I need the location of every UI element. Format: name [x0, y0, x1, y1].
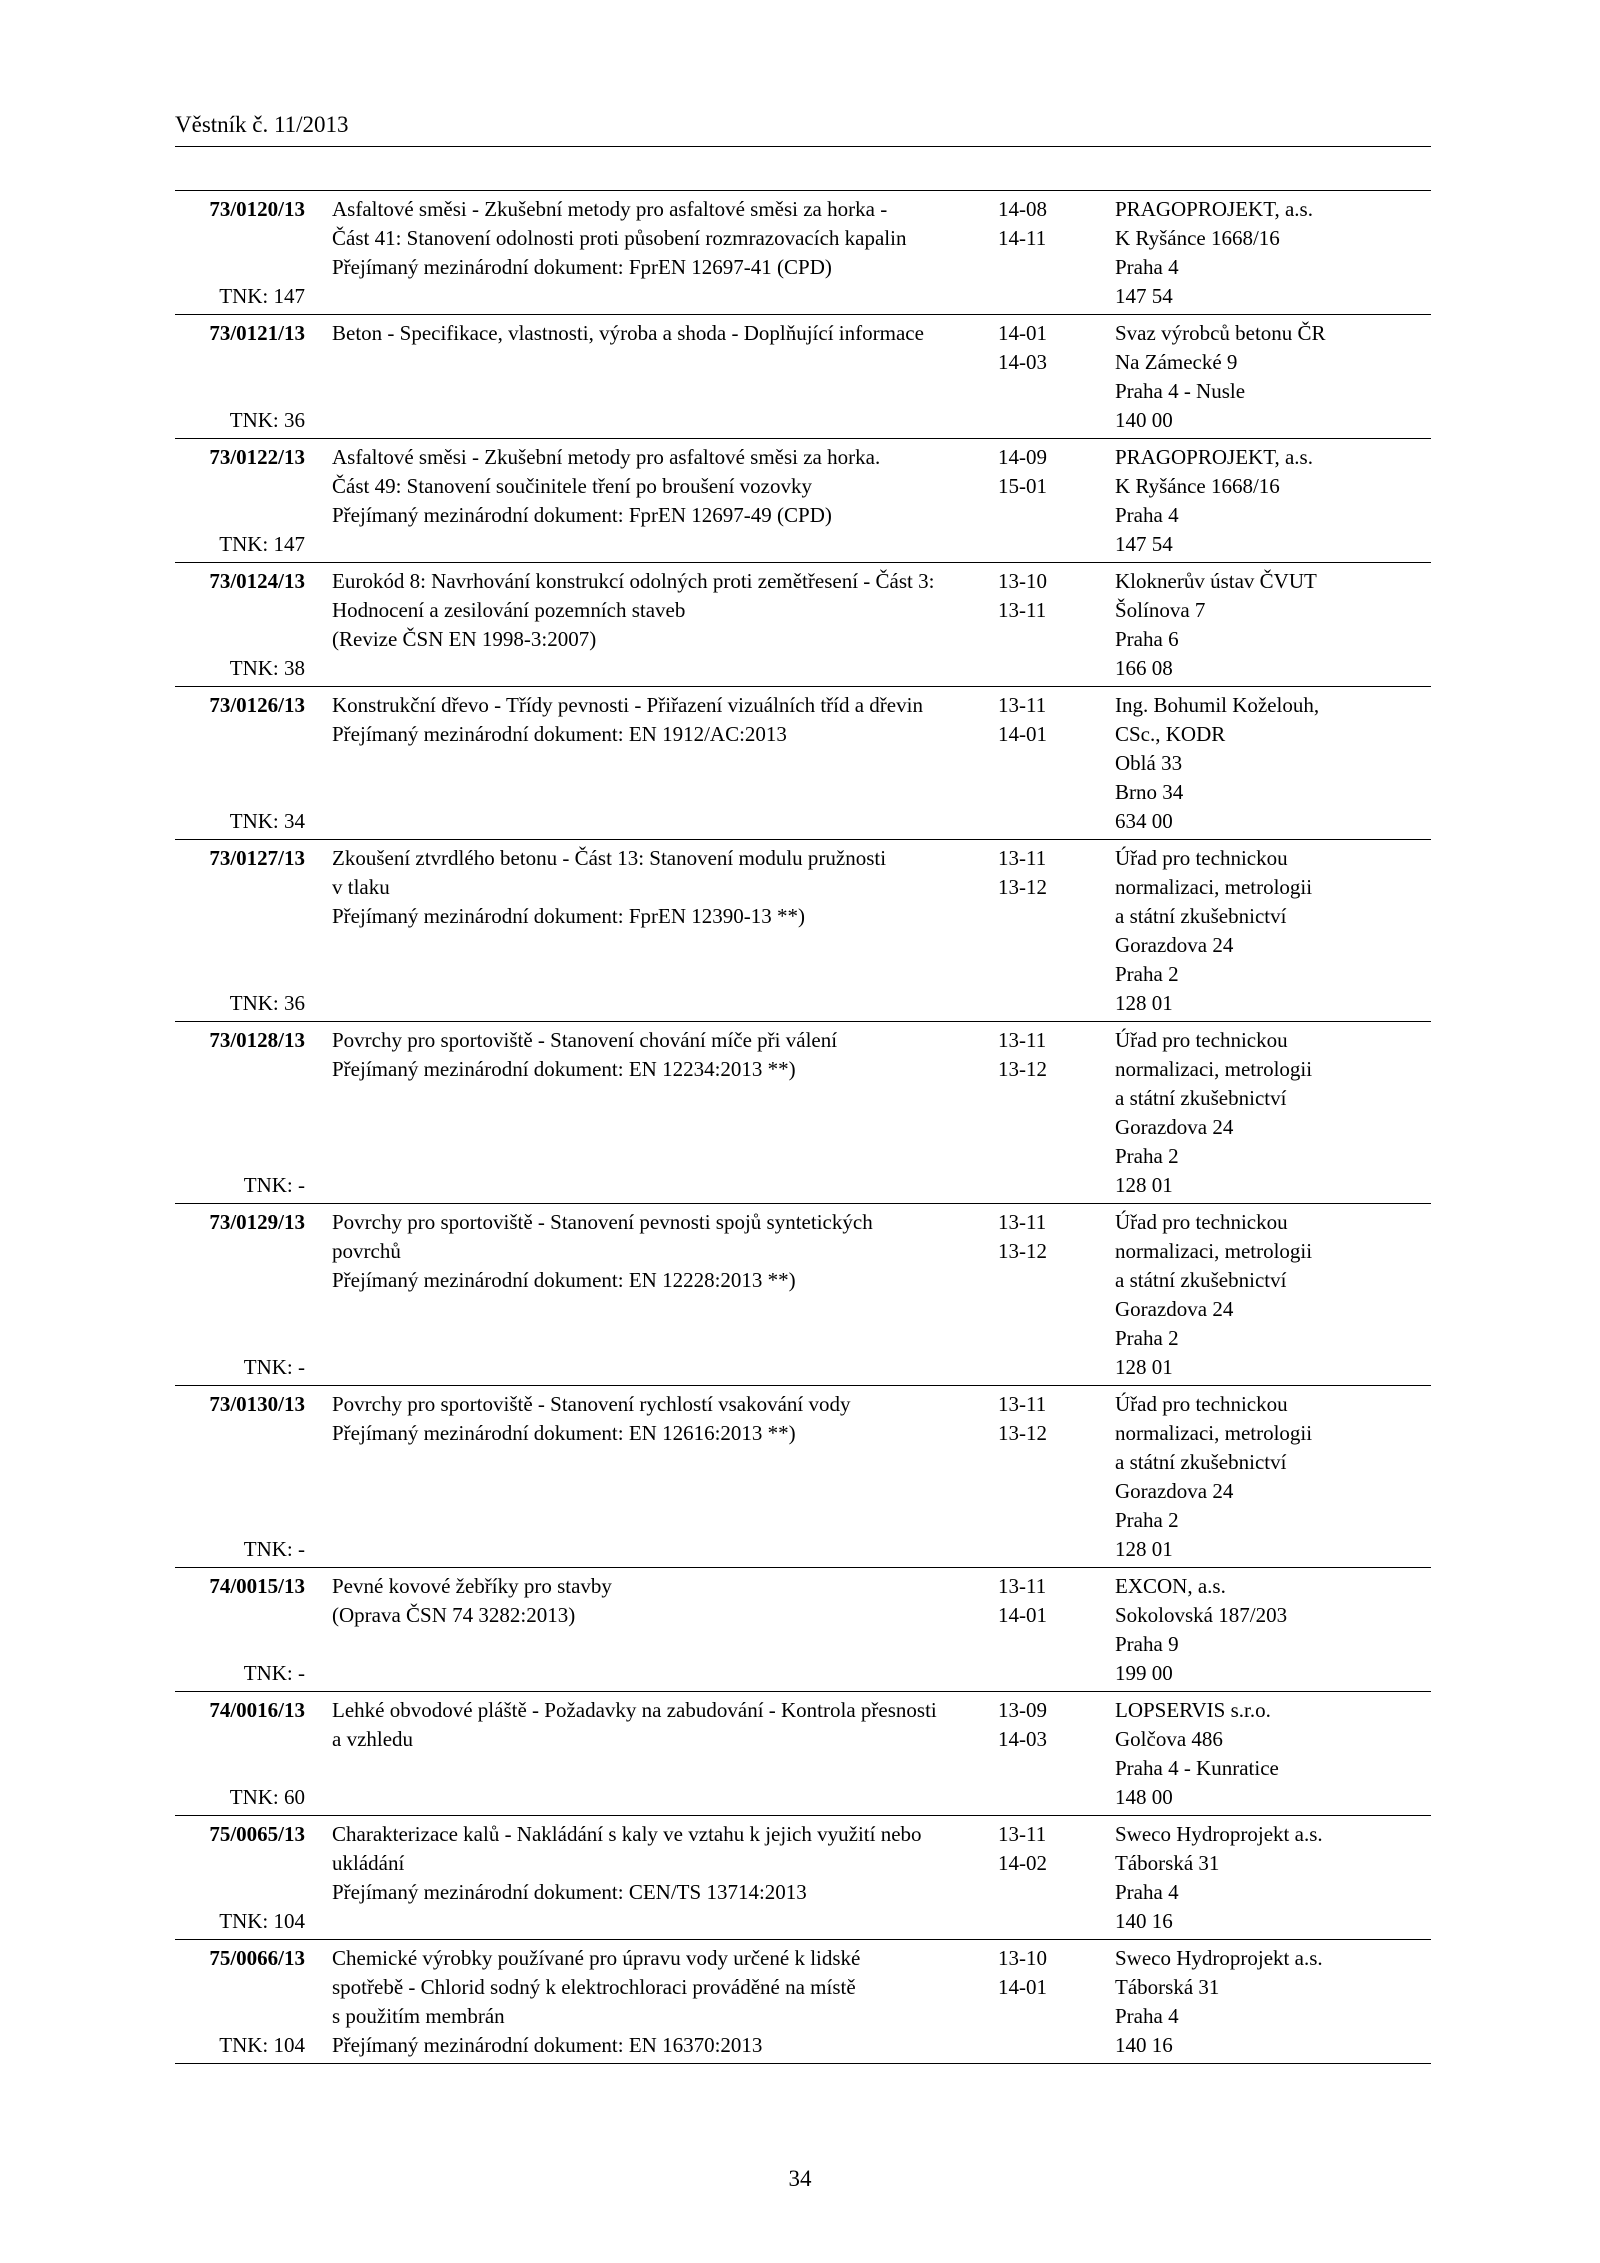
record-row: [175, 439, 1431, 563]
record-org-line: a státní zkušebnictví: [1115, 1268, 1287, 1292]
record-dates: [998, 195, 1071, 311]
record-org: [1115, 567, 1431, 683]
record-row: [175, 315, 1431, 439]
record-id-cell: [175, 1390, 305, 1564]
record-dates: [998, 319, 1071, 435]
record-dates: [998, 1696, 1071, 1812]
record-org-line: a státní zkušebnictví: [1115, 1086, 1287, 1110]
record-title: [332, 1820, 996, 1936]
record-number: 73/0127/13: [209, 846, 305, 870]
record-title-line: Asfaltové směsi - Zkušební metody pro asfaltové směsi za horka -: [332, 197, 888, 221]
record-title-line: Přejímaný mezinárodní dokument: EN 12616:2013 **): [332, 1421, 796, 1445]
record-org-line: Svaz výrobců betonu ČR: [1115, 321, 1326, 345]
header-rule: [175, 146, 1431, 147]
record-org-line: PRAGOPROJEKT, a.s.: [1115, 445, 1313, 469]
record-title: [332, 1696, 996, 1812]
record-title-line: Přejímaný mezinárodní dokument: FprEN 12390-13 **): [332, 904, 806, 928]
record-title-line: (Revize ČSN EN 1998-3:2007): [332, 627, 597, 651]
record-org-line: 128 01: [1115, 991, 1173, 1015]
record-dates-line: 14-03: [998, 350, 1047, 374]
record-title: [332, 1026, 996, 1200]
record-title-line: ukládání: [332, 1851, 405, 1875]
record-title: [332, 567, 996, 683]
record-id-cell: [175, 195, 305, 311]
record-dates-line: 14-01: [998, 1603, 1047, 1627]
record-title: [332, 1208, 996, 1382]
record-title-line: Eurokód 8: Navrhování konstrukcí odolných proti zemětřesení - Část 3:: [332, 569, 935, 593]
record-title: [332, 195, 996, 311]
record-org-line: 128 01: [1115, 1173, 1173, 1197]
record-row: [175, 563, 1431, 687]
record-org-line: 128 01: [1115, 1355, 1173, 1379]
record-title-line: Přejímaný mezinárodní dokument: EN 16370:2013: [332, 2033, 763, 2057]
record-dates: [998, 443, 1071, 559]
record-tnk: TNK: 34: [229, 809, 305, 833]
record-tnk: TNK: 36: [229, 991, 305, 1015]
record-org-line: Sweco Hydroprojekt a.s.: [1115, 1946, 1323, 1970]
record-org-line: Úřad pro technickou: [1115, 846, 1288, 870]
record-org-line: 166 08: [1115, 656, 1173, 680]
record-tnk: TNK: -: [243, 1173, 305, 1197]
record-number: 73/0122/13: [209, 445, 305, 469]
record-number: 74/0015/13: [209, 1574, 305, 1598]
record-org: [1115, 1208, 1431, 1382]
record-dates-line: 14-08: [998, 197, 1047, 221]
record-title-line: Pevné kovové žebříky pro stavby: [332, 1574, 612, 1598]
record-org-line: K Ryšánce 1668/16: [1115, 474, 1280, 498]
record-org-line: Kloknerův ústav ČVUT: [1115, 569, 1317, 593]
record-title-line: Hodnocení a zesilování pozemních staveb: [332, 598, 686, 622]
record-id-cell: [175, 1820, 305, 1936]
record-org-line: Úřad pro technickou: [1115, 1210, 1288, 1234]
record-dates-line: 14-03: [998, 1727, 1047, 1751]
record-dates: [998, 1208, 1071, 1382]
record-dates-line: 13-10: [998, 569, 1047, 593]
record-title-line: Přejímaný mezinárodní dokument: EN 12234:2013 **): [332, 1057, 796, 1081]
record-id-cell: [175, 1208, 305, 1382]
record-title-line: s použitím membrán: [332, 2004, 505, 2028]
record-org: [1115, 1390, 1431, 1564]
record-id-cell: [175, 319, 305, 435]
record-number: 75/0066/13: [209, 1946, 305, 1970]
record-title-line: Přejímaný mezinárodní dokument: CEN/TS 13714:2013: [332, 1880, 807, 1904]
record-org: [1115, 443, 1431, 559]
record-tnk: TNK: 60: [229, 1785, 305, 1809]
record-org-line: Táborská 31: [1115, 1851, 1220, 1875]
record-org-line: Praha 4: [1115, 255, 1179, 279]
record-title: [332, 844, 996, 1018]
record-dates-line: 13-10: [998, 1946, 1047, 1970]
record-row: [175, 191, 1431, 315]
record-tnk: TNK: 147: [219, 284, 305, 308]
record-dates: [998, 1944, 1071, 2060]
record-tnk: TNK: 36: [229, 408, 305, 432]
record-row: [175, 1940, 1431, 2064]
record-title-line: Povrchy pro sportoviště - Stanovení pevnosti spojů syntetických: [332, 1210, 873, 1234]
record-title-line: Lehké obvodové pláště - Požadavky na zabudování - Kontrola přesnosti: [332, 1698, 937, 1722]
record-title-line: (Oprava ČSN 74 3282:2013): [332, 1603, 576, 1627]
record-tnk: TNK: -: [243, 1355, 305, 1379]
record-number: 73/0128/13: [209, 1028, 305, 1052]
record-id-cell: [175, 443, 305, 559]
record-org-line: normalizaci, metrologii: [1115, 875, 1313, 899]
record-dates: [998, 567, 1071, 683]
record-org-line: EXCON, a.s.: [1115, 1574, 1226, 1598]
record-org-line: CSc., KODR: [1115, 722, 1226, 746]
record-org-line: Praha 4: [1115, 503, 1179, 527]
record-row: [175, 1692, 1431, 1816]
record-title-line: povrchů: [332, 1239, 401, 1263]
record-dates: [998, 1572, 1071, 1688]
record-number: 73/0124/13: [209, 569, 305, 593]
page-number: 34: [788, 2166, 812, 2191]
record-title-line: spotřebě - Chlorid sodný k elektrochloraci prováděné na místě: [332, 1975, 856, 1999]
record-org-line: Úřad pro technickou: [1115, 1028, 1288, 1052]
record-org-line: 140 00: [1115, 408, 1173, 432]
record-title-line: Chemické výrobky používané pro úpravu vody určené k lidské: [332, 1946, 861, 1970]
record-id-cell: [175, 1944, 305, 2060]
record-row: [175, 1568, 1431, 1692]
record-dates-line: 13-11: [998, 846, 1047, 870]
record-id-cell: [175, 691, 305, 836]
record-dates-line: 13-12: [998, 875, 1047, 899]
record-org-line: Praha 4 - Kunratice: [1115, 1756, 1279, 1780]
record-id-cell: [175, 1026, 305, 1200]
record-title-line: Charakterizace kalů - Nakládání s kaly ve vztahu k jejich využití nebo: [332, 1822, 922, 1846]
record-title: [332, 443, 996, 559]
records-table: [175, 190, 1431, 2064]
record-title-line: Asfaltové směsi - Zkušební metody pro asfaltové směsi za horka.: [332, 445, 881, 469]
record-dates: [998, 844, 1071, 1018]
record-org-line: Ing. Bohumil Koželouh,: [1115, 693, 1320, 717]
record-title: [332, 1390, 996, 1564]
record-org-line: normalizaci, metrologii: [1115, 1239, 1313, 1263]
record-dates-line: 13-11: [998, 1574, 1047, 1598]
record-org: [1115, 1820, 1431, 1936]
record-dates-line: 14-01: [998, 1975, 1047, 1999]
record-dates-line: 13-11: [998, 693, 1047, 717]
record-org-line: Praha 2: [1115, 1508, 1179, 1532]
record-row: [175, 687, 1431, 840]
record-dates-line: 13-12: [998, 1057, 1047, 1081]
record-dates-line: 13-11: [998, 1392, 1047, 1416]
record-org-line: Praha 4 - Nusle: [1115, 379, 1246, 403]
record-title-line: Přejímaný mezinárodní dokument: FprEN 12697-49 (CPD): [332, 503, 832, 527]
record-dates-line: 13-11: [998, 598, 1047, 622]
record-title-line: Zkoušení ztvrdlého betonu - Část 13: Stanovení modulu pružnosti: [332, 846, 887, 870]
record-number: 74/0016/13: [209, 1698, 305, 1722]
record-title-line: Přejímaný mezinárodní dokument: FprEN 12697-41 (CPD): [332, 255, 832, 279]
record-row: [175, 1022, 1431, 1204]
record-dates-line: 13-11: [998, 1028, 1047, 1052]
record-number: 73/0121/13: [209, 321, 305, 345]
record-org-line: PRAGOPROJEKT, a.s.: [1115, 197, 1313, 221]
record-org: [1115, 844, 1431, 1018]
record-org-line: a státní zkušebnictví: [1115, 1450, 1287, 1474]
record-org-line: Brno 34: [1115, 780, 1184, 804]
record-title-line: Konstrukční dřevo - Třídy pevnosti - Přiřazení vizuálních tříd a dřevin: [332, 693, 923, 717]
record-dates-line: 13-12: [998, 1421, 1047, 1445]
record-id-cell: [175, 844, 305, 1018]
record-dates-line: 13-12: [998, 1239, 1047, 1263]
record-dates-line: 13-11: [998, 1210, 1047, 1234]
record-tnk: TNK: 104: [219, 1909, 305, 1933]
record-dates: [998, 691, 1071, 836]
record-org-line: 140 16: [1115, 2033, 1173, 2057]
record-org-line: Na Zámecké 9: [1115, 350, 1238, 374]
record-dates-line: 13-11: [998, 1822, 1047, 1846]
record-org-line: Golčova 486: [1115, 1727, 1223, 1751]
record-org: [1115, 1696, 1431, 1812]
record-number: 73/0120/13: [209, 197, 305, 221]
record-org-line: Praha 4: [1115, 2004, 1179, 2028]
record-tnk: TNK: 147: [219, 532, 305, 556]
record-row: [175, 840, 1431, 1022]
record-org-line: Táborská 31: [1115, 1975, 1220, 1999]
record-tnk: TNK: 104: [219, 2033, 305, 2057]
record-org-line: Sweco Hydroprojekt a.s.: [1115, 1822, 1323, 1846]
record-title-line: v tlaku: [332, 875, 390, 899]
record-dates-line: 15-01: [998, 474, 1047, 498]
record-row: [175, 1386, 1431, 1568]
record-org-line: a státní zkušebnictví: [1115, 904, 1287, 928]
record-org-line: 148 00: [1115, 1785, 1173, 1809]
record-dates-line: 14-02: [998, 1851, 1047, 1875]
record-title-line: Přejímaný mezinárodní dokument: EN 1912/AC:2013: [332, 722, 787, 746]
record-org-line: Gorazdova 24: [1115, 1479, 1234, 1503]
record-org-line: Oblá 33: [1115, 751, 1183, 775]
record-row: [175, 1204, 1431, 1386]
record-org-line: Praha 6: [1115, 627, 1179, 651]
record-dates: [998, 1820, 1071, 1936]
record-org-line: Praha 2: [1115, 1144, 1179, 1168]
record-tnk: TNK: -: [243, 1537, 305, 1561]
record-id-cell: [175, 1696, 305, 1812]
record-org-line: 199 00: [1115, 1661, 1173, 1685]
record-org: [1115, 195, 1431, 311]
record-dates-line: 14-01: [998, 722, 1047, 746]
record-title-line: a vzhledu: [332, 1727, 414, 1751]
record-dates-line: 13-09: [998, 1698, 1047, 1722]
record-dates-line: 14-01: [998, 321, 1047, 345]
record-org-line: 128 01: [1115, 1537, 1173, 1561]
record-org-line: 147 54: [1115, 532, 1173, 556]
record-org-line: Sokolovská 187/203: [1115, 1603, 1288, 1627]
record-title: [332, 319, 996, 435]
record-tnk: TNK: -: [243, 1661, 305, 1685]
record-org-line: normalizaci, metrologii: [1115, 1421, 1313, 1445]
record-title-line: Část 49: Stanovení součinitele tření po broušení vozovky: [332, 474, 813, 498]
record-title-line: Část 41: Stanovení odolnosti proti působení rozmrazovacích kapalin: [332, 226, 907, 250]
record-org: [1115, 691, 1431, 836]
record-org: [1115, 319, 1431, 435]
record-org-line: 634 00: [1115, 809, 1173, 833]
record-id-cell: [175, 1572, 305, 1688]
record-org-line: Úřad pro technickou: [1115, 1392, 1288, 1416]
record-title-line: Povrchy pro sportoviště - Stanovení rychlostí vsakování vody: [332, 1392, 851, 1416]
record-org: [1115, 1944, 1431, 2060]
record-org-line: Šolínova 7: [1115, 598, 1206, 622]
record-dates-line: 14-11: [998, 226, 1047, 250]
record-number: 73/0129/13: [209, 1210, 305, 1234]
record-org-line: Praha 2: [1115, 962, 1179, 986]
record-org-line: 147 54: [1115, 284, 1173, 308]
record-dates: [998, 1026, 1071, 1200]
record-id-cell: [175, 567, 305, 683]
record-org-line: Gorazdova 24: [1115, 1115, 1234, 1139]
record-number: 73/0126/13: [209, 693, 305, 717]
record-org-line: Praha 2: [1115, 1326, 1179, 1350]
record-number: 75/0065/13: [209, 1822, 305, 1846]
record-org-line: Praha 4: [1115, 1880, 1179, 1904]
record-title-line: Beton - Specifikace, vlastnosti, výroba a shoda - Doplňující informace: [332, 321, 924, 345]
record-org-line: Gorazdova 24: [1115, 1297, 1234, 1321]
record-org-line: Gorazdova 24: [1115, 933, 1234, 957]
record-dates: [998, 1390, 1071, 1564]
record-org: [1115, 1026, 1431, 1200]
record-tnk: TNK: 38: [229, 656, 305, 680]
record-dates-line: 14-09: [998, 445, 1047, 469]
record-org-line: normalizaci, metrologii: [1115, 1057, 1313, 1081]
record-title-line: Přejímaný mezinárodní dokument: EN 12228:2013 **): [332, 1268, 796, 1292]
record-title: [332, 691, 996, 836]
page-header-title: Věstník č. 11/2013: [175, 112, 349, 137]
record-title: [332, 1944, 996, 2060]
record-title: [332, 1572, 996, 1688]
record-row: [175, 1816, 1431, 1940]
record-org-line: K Ryšánce 1668/16: [1115, 226, 1280, 250]
record-org-line: 140 16: [1115, 1909, 1173, 1933]
record-number: 73/0130/13: [209, 1392, 305, 1416]
record-org-line: LOPSERVIS s.r.o.: [1115, 1698, 1271, 1722]
record-org-line: Praha 9: [1115, 1632, 1179, 1656]
record-org: [1115, 1572, 1431, 1688]
record-title-line: Povrchy pro sportoviště - Stanovení chování míče při válení: [332, 1028, 838, 1052]
